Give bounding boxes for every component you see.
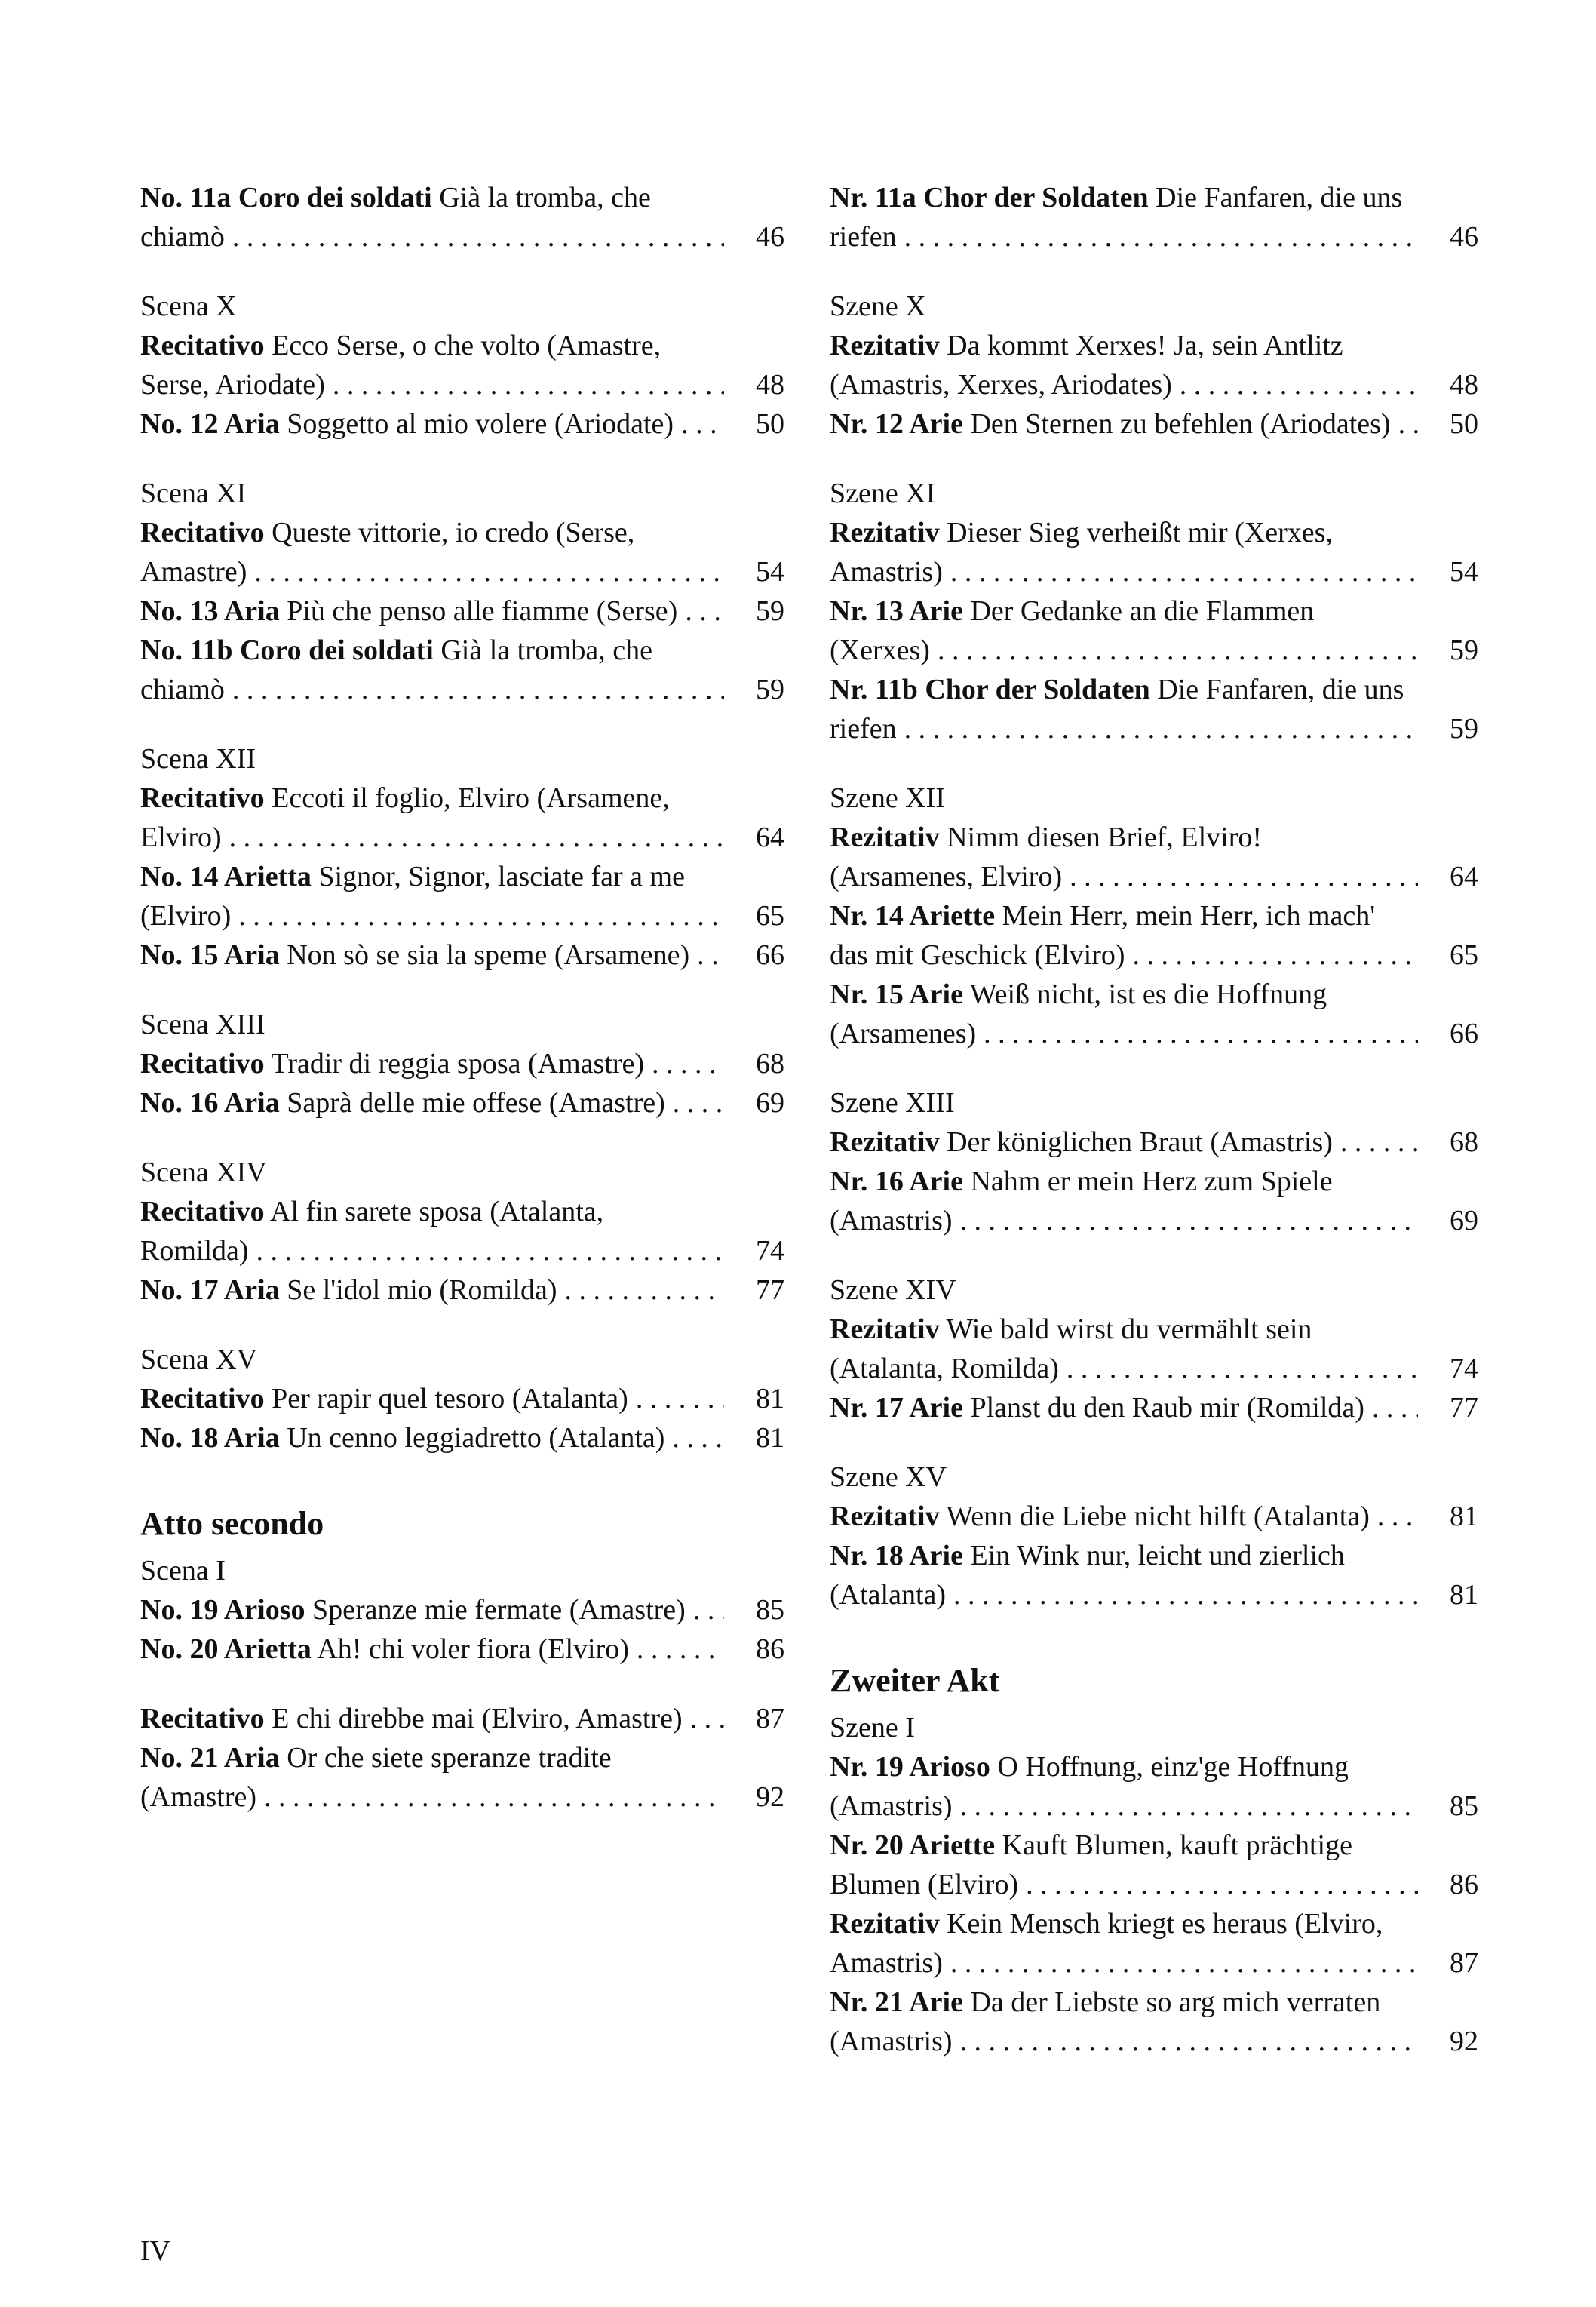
toc-entry[interactable]	[830, 1826, 1478, 1904]
toc-entry[interactable]	[830, 1983, 1478, 2061]
entry-number-type: Rezitativ	[830, 1313, 940, 1345]
toc-entry[interactable]	[830, 1123, 1478, 1162]
toc-entry[interactable]	[830, 1536, 1478, 1614]
entry-page-number: 92	[1450, 2026, 1478, 2057]
entry-title: Kauft Blumen, kauft prächtige Blumen (Elviro) . . .	[830, 1829, 1352, 1900]
entry-title: Ein Wink nur, leicht und zierlich (Atalanta) . . .	[830, 1540, 1345, 1611]
toc-entry[interactable]	[140, 1270, 784, 1310]
entry-page-number: 69	[756, 1087, 784, 1119]
entry-text	[140, 1270, 724, 1310]
scene-heading: Szene XV	[830, 1461, 947, 1493]
toc-entry[interactable]	[140, 178, 784, 257]
entry-number-type: Recitativo	[140, 1703, 265, 1734]
act-heading: Atto secondo	[140, 1505, 324, 1542]
entry-number-type: Rezitativ	[830, 822, 940, 853]
toc-entry[interactable]	[830, 670, 1478, 748]
entry-page-number: 68	[756, 1048, 784, 1080]
entry-title: Da kommt Xerxes! Ja, sein Antlitz (Amastris, Xerxes, Ariodates) . . .	[830, 330, 1343, 401]
toc-entry[interactable]	[830, 1310, 1478, 1388]
toc-entry[interactable]	[140, 1630, 784, 1669]
toc-entry[interactable]	[140, 1379, 784, 1418]
italian-column	[140, 178, 784, 1847]
entry-title: Der königlichen Braut (Amastris) . . .	[947, 1126, 1333, 1158]
scene-heading: Szene I	[830, 1712, 915, 1743]
entry-title: Signor, Signor, lasciate far a me (Elviro) . . .	[140, 861, 685, 932]
toc-entry[interactable]	[830, 1904, 1478, 1983]
toc-entry[interactable]	[830, 818, 1478, 896]
scene-heading: Szene XII	[830, 782, 945, 814]
entry-text	[830, 1747, 1418, 1826]
entry-text	[830, 1388, 1418, 1427]
entry-number-type: No. 17 Aria	[140, 1274, 280, 1306]
entry-number-type: No. 12 Aria	[140, 408, 280, 440]
entry-title: Soggetto al mio volere (Ariodate) . . .	[287, 408, 674, 440]
entry-text	[140, 326, 724, 404]
toc-entry[interactable]	[140, 1083, 784, 1123]
entry-number-type: No. 20 Arietta	[140, 1633, 312, 1665]
entry-title: Tradir di reggia sposa (Amastre) . . .	[271, 1048, 644, 1080]
entry-page-number: 68	[1450, 1126, 1478, 1158]
toc-entry[interactable]	[830, 1162, 1478, 1240]
toc-entry[interactable]	[830, 404, 1478, 444]
entry-text	[830, 1536, 1418, 1614]
entry-text	[830, 1497, 1418, 1536]
toc-entry[interactable]	[830, 178, 1478, 257]
toc-group	[140, 1153, 784, 1310]
toc-entry[interactable]	[140, 326, 784, 404]
entry-page-number: 59	[1450, 713, 1478, 745]
entry-number-type: Rezitativ	[830, 1126, 940, 1158]
toc-entry[interactable]	[830, 1497, 1478, 1536]
entry-text	[140, 513, 724, 591]
entry-title: E chi direbbe mai (Elviro, Amastre) . . .	[272, 1703, 683, 1734]
entry-page-number: 86	[1450, 1869, 1478, 1900]
toc-group	[140, 1005, 784, 1123]
entry-text	[140, 591, 724, 631]
toc-group	[140, 474, 784, 709]
toc-entry[interactable]	[140, 779, 784, 857]
entry-title: Nimm diesen Brief, Elviro! (Arsamenes, Elviro) . . .	[830, 822, 1262, 892]
entry-text	[140, 1590, 724, 1630]
toc-entry[interactable]	[140, 631, 784, 709]
entry-page-number: 59	[1450, 634, 1478, 666]
entry-page-number: 46	[1450, 221, 1478, 253]
entry-number-type: Nr. 18 Arie	[830, 1540, 963, 1571]
entry-text	[830, 326, 1418, 404]
entry-text	[140, 1379, 724, 1418]
entry-number-type: Nr. 11b Chor der Soldaten	[830, 674, 1150, 705]
entry-page-number: 50	[756, 408, 784, 440]
entry-text	[140, 1192, 724, 1270]
entry-number-type: No. 15 Aria	[140, 939, 280, 971]
entry-number-type: Nr. 15 Arie	[830, 978, 963, 1010]
entry-number-type: Rezitativ	[830, 517, 940, 548]
entry-number-type: Nr. 13 Arie	[830, 595, 963, 627]
entry-title: Die Fanfaren, die uns riefen . . .	[830, 182, 1402, 253]
entry-title: Al fin sarete sposa (Atalanta, Romilda) . . .	[140, 1196, 603, 1267]
entry-number-type: Nr. 12 Arie	[830, 408, 963, 440]
toc-entry[interactable]	[140, 1418, 784, 1458]
toc-entry[interactable]	[140, 935, 784, 975]
toc-group	[830, 474, 1478, 748]
toc-group	[140, 178, 784, 257]
entry-title: Saprà delle mie offese (Amastre) . . .	[287, 1087, 665, 1119]
entry-page-number: 54	[1450, 556, 1478, 588]
entry-text	[140, 404, 724, 444]
scene-heading: Scena XIV	[140, 1157, 267, 1188]
scene-heading: Szene XIV	[830, 1274, 956, 1306]
toc-group	[140, 287, 784, 444]
entry-number-type: No. 11a Coro dei soldati	[140, 182, 432, 213]
toc-group	[140, 739, 784, 975]
entry-text	[140, 779, 724, 857]
entry-page-number: 59	[756, 595, 784, 627]
entry-text	[140, 1044, 724, 1083]
entry-text	[140, 178, 724, 257]
entry-number-type: Nr. 21 Arie	[830, 1986, 963, 2018]
entry-page-number: 85	[1450, 1790, 1478, 1822]
entry-title: Un cenno leggiadretto (Atalanta) . . .	[287, 1422, 664, 1454]
entry-title: Kein Mensch kriegt es heraus (Elviro, Amastris) . . .	[830, 1908, 1383, 1979]
toc-entry[interactable]	[140, 1738, 784, 1817]
toc-entry[interactable]	[830, 975, 1478, 1053]
entry-text	[140, 1418, 724, 1458]
toc-group	[140, 1340, 784, 1458]
entry-title: Già la tromba, che chiamò . . .	[140, 634, 652, 705]
entry-number-type: Nr. 20 Ariette	[830, 1829, 996, 1861]
toc-entry[interactable]	[140, 513, 784, 591]
toc-group	[830, 1270, 1478, 1427]
toc-entry[interactable]	[830, 896, 1478, 975]
entry-text	[830, 178, 1418, 257]
entry-text	[830, 896, 1418, 975]
entry-title: Non sò se sia la speme (Arsamene) . . .	[287, 939, 689, 971]
entry-number-type: Rezitativ	[830, 1908, 940, 1940]
entry-page-number: 66	[756, 939, 784, 971]
toc-group	[830, 287, 1478, 444]
entry-number-type: Nr. 11a Chor der Soldaten	[830, 182, 1149, 213]
entry-number-type: Recitativo	[140, 782, 265, 814]
entry-page-number: 87	[756, 1703, 784, 1734]
scene-heading: Szene XIII	[830, 1087, 955, 1119]
entry-page-number: 66	[1450, 1018, 1478, 1049]
toc-entry[interactable]	[830, 591, 1478, 670]
entry-title: Der Gedanke an die Flammen (Xerxes) . . .	[830, 595, 1314, 666]
entry-title: Da der Liebste so arg mich verraten (Amastris) . . .	[830, 1986, 1380, 2057]
toc-entry[interactable]	[830, 1388, 1478, 1427]
entry-title: Planst du den Raub mir (Romilda) . . .	[970, 1392, 1364, 1424]
entry-text	[830, 975, 1418, 1053]
entry-text	[140, 1630, 724, 1669]
entry-page-number: 86	[756, 1633, 784, 1665]
entry-page-number: 64	[756, 822, 784, 853]
entry-title: Dieser Sieg verheißt mir (Xerxes, Amastris) . . .	[830, 517, 1333, 588]
entry-text	[140, 935, 724, 975]
entry-text	[140, 631, 724, 709]
entry-title: Wie bald wirst du vermählt sein (Atalanta, Romilda) . . .	[830, 1313, 1312, 1384]
entry-number-type: Rezitativ	[830, 330, 940, 361]
entry-page-number: 74	[756, 1235, 784, 1267]
entry-title: Speranze mie fermate (Amastre) . . .	[312, 1594, 686, 1626]
entry-number-type: Nr. 16 Arie	[830, 1166, 963, 1197]
entry-page-number: 64	[1450, 861, 1478, 892]
entry-number-type: Nr. 17 Arie	[830, 1392, 963, 1424]
toc-group	[140, 1699, 784, 1817]
entry-number-type: No. 11b Coro dei soldati	[140, 634, 434, 666]
entry-title: Già la tromba, che chiamò . . .	[140, 182, 651, 253]
entry-number-type: Recitativo	[140, 330, 265, 361]
entry-page-number: 81	[1450, 1501, 1478, 1532]
entry-number-type: Recitativo	[140, 1383, 265, 1415]
entry-number-type: Recitativo	[140, 1048, 265, 1080]
entry-page-number: 87	[1450, 1947, 1478, 1979]
toc-group	[830, 1708, 1478, 2061]
scene-heading: Scena XII	[140, 743, 256, 775]
entry-number-type: No. 18 Aria	[140, 1422, 280, 1454]
toc-entry[interactable]	[140, 1192, 784, 1270]
entry-text	[140, 1699, 724, 1738]
toc-entry[interactable]	[830, 513, 1478, 591]
entry-page-number: 92	[756, 1781, 784, 1813]
entry-title: Se l'idol mio (Romilda) . . .	[287, 1274, 557, 1306]
entry-page-number: 54	[756, 556, 784, 588]
toc-entry[interactable]	[830, 1747, 1478, 1826]
entry-number-type: Nr. 14 Ariette	[830, 900, 996, 932]
act-heading: Zweiter Akt	[830, 1662, 1000, 1699]
entry-text	[140, 1083, 724, 1123]
entry-page-number: 81	[1450, 1579, 1478, 1611]
entry-text	[830, 404, 1418, 444]
entry-text	[830, 513, 1418, 591]
toc-entry[interactable]	[140, 591, 784, 631]
entry-page-number: 46	[756, 221, 784, 253]
entry-number-type: Recitativo	[140, 517, 265, 548]
scene-heading: Scena XI	[140, 478, 247, 509]
entry-text	[140, 1738, 724, 1817]
entry-text	[140, 857, 724, 935]
entry-text	[830, 1123, 1418, 1162]
entry-title: Mein Herr, mein Herr, ich mach' das mit Geschick (Elviro) . . .	[830, 900, 1375, 971]
entry-page-number: 69	[1450, 1205, 1478, 1236]
scene-heading: Scena X	[140, 290, 237, 322]
entry-title: Weiß nicht, ist es die Hoffnung (Arsamenes) . . .	[830, 978, 1327, 1049]
entry-page-number: 59	[756, 674, 784, 705]
entry-text	[830, 1904, 1418, 1983]
entry-number-type: No. 19 Arioso	[140, 1594, 305, 1626]
entry-title: Or che siete speranze tradite (Amastre) . . .	[140, 1742, 612, 1813]
toc-group	[830, 1458, 1478, 1614]
entry-title: Ecco Serse, o che volto (Amastre, Serse, Ariodate) . . .	[140, 330, 661, 401]
entry-page-number: 48	[756, 369, 784, 401]
scene-heading: Szene X	[830, 290, 926, 322]
toc-entry[interactable]	[140, 857, 784, 935]
toc-group	[830, 1083, 1478, 1240]
entry-text	[830, 1310, 1418, 1388]
entry-title: O Hoffnung, einz'ge Hoffnung (Amastris) . . .	[830, 1751, 1349, 1822]
entry-page-number: 65	[756, 900, 784, 932]
entry-number-type: Nr. 19 Arioso	[830, 1751, 990, 1783]
entry-page-number: 65	[1450, 939, 1478, 971]
entry-text	[830, 1983, 1418, 2061]
scene-heading: Szene XI	[830, 478, 936, 509]
entry-title: Wenn die Liebe nicht hilft (Atalanta) . . .	[946, 1501, 1369, 1532]
entry-title: Più che penso alle fiamme (Serse) . . .	[287, 595, 677, 627]
entry-page-number: 85	[756, 1594, 784, 1626]
entry-title: Nahm er mein Herz zum Spiele (Amastris) . . .	[830, 1166, 1333, 1236]
toc-entry[interactable]	[140, 1590, 784, 1630]
toc-entry[interactable]	[830, 326, 1478, 404]
entry-page-number: 77	[1450, 1392, 1478, 1424]
entry-title: Queste vittorie, io credo (Serse, Amastre) . . .	[140, 517, 634, 588]
entry-text	[830, 670, 1418, 748]
toc-group	[830, 779, 1478, 1053]
entry-number-type: Recitativo	[140, 1196, 265, 1227]
scene-heading: Scena XIII	[140, 1009, 265, 1040]
entry-title: Per rapir quel tesoro (Atalanta) . . .	[272, 1383, 628, 1415]
scene-heading: Scena XV	[140, 1344, 258, 1375]
entry-page-number: 50	[1450, 408, 1478, 440]
toc-group	[830, 178, 1478, 257]
entry-page-number: 48	[1450, 369, 1478, 401]
entry-number-type: Rezitativ	[830, 1501, 940, 1532]
entry-number-type: No. 14 Arietta	[140, 861, 312, 892]
page-number: IV	[140, 2235, 171, 2267]
entry-page-number: 81	[756, 1383, 784, 1415]
entry-number-type: No. 16 Aria	[140, 1087, 280, 1119]
entry-title: Ah! chi voler fiora (Elviro) . . .	[317, 1633, 629, 1665]
entry-number-type: No. 13 Aria	[140, 595, 280, 627]
entry-title: Eccoti il foglio, Elviro (Arsamene, Elviro) . . .	[140, 782, 670, 853]
entry-text	[830, 818, 1418, 896]
toc-entry[interactable]	[140, 404, 784, 444]
entry-title: Die Fanfaren, die uns riefen . . .	[830, 674, 1404, 745]
entry-page-number: 77	[756, 1274, 784, 1306]
entry-text	[830, 591, 1418, 670]
entry-text	[830, 1826, 1418, 1904]
entry-title: Den Sternen zu befehlen (Ariodates) . . .	[970, 408, 1390, 440]
german-column	[830, 178, 1478, 2091]
toc-entry[interactable]	[140, 1699, 784, 1738]
scene-heading: Scena I	[140, 1555, 226, 1587]
entry-page-number: 74	[1450, 1353, 1478, 1384]
toc-entry[interactable]	[140, 1044, 784, 1083]
toc-group	[140, 1551, 784, 1669]
entry-number-type: No. 21 Aria	[140, 1742, 280, 1774]
entry-page-number: 81	[756, 1422, 784, 1454]
entry-text	[830, 1162, 1418, 1240]
